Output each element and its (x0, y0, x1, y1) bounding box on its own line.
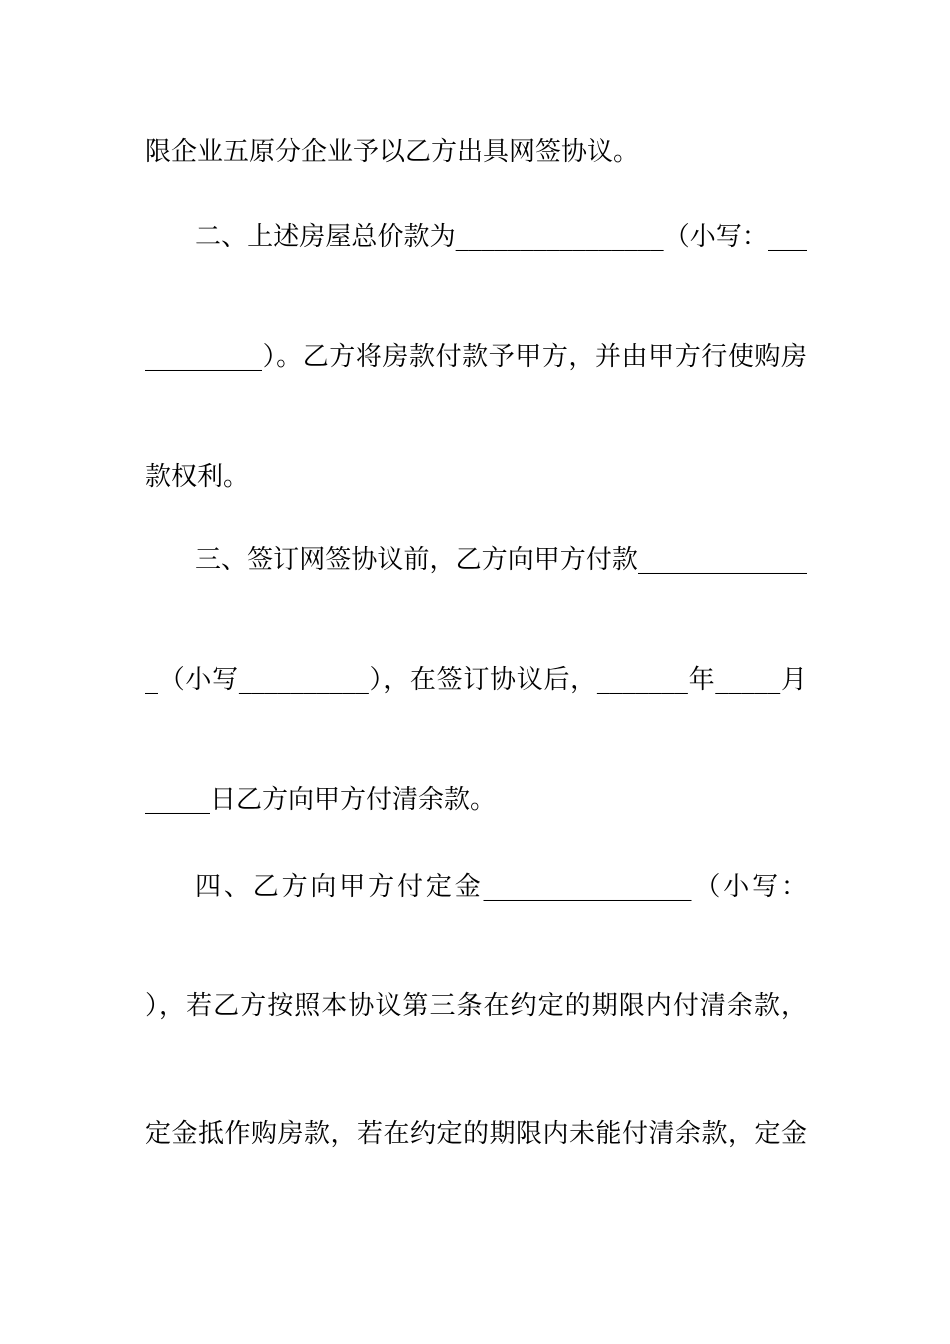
clause-3-line: 三、签订网签协议前，乙方向甲方付款_____________ (195, 545, 807, 575)
paragraph-line: ），若乙方按照本协议第三条在约定的期限内付清余款， (145, 991, 807, 1021)
paragraph-line: 款权利。 (145, 462, 250, 492)
clause-4-line: 四、乙方向甲方付定金________________（小写： (195, 872, 807, 902)
paragraph-line: 限企业五原分企业予以乙方出具网签协议。 (145, 137, 640, 167)
paragraph-line: _________）。乙方将房款付款予甲方，并由甲方行使购房 (145, 342, 807, 372)
paragraph-line: 定金抵作购房款，若在约定的期限内未能付清余款，定金 (145, 1119, 807, 1149)
paragraph-line: _____日乙方向甲方付清余款。 (145, 785, 497, 815)
clause-2-line: 二、上述房屋总价款为________________（小写：___ (195, 222, 807, 252)
paragraph-line: _（小写__________），在签订协议后，_______年_____月 (145, 665, 807, 695)
